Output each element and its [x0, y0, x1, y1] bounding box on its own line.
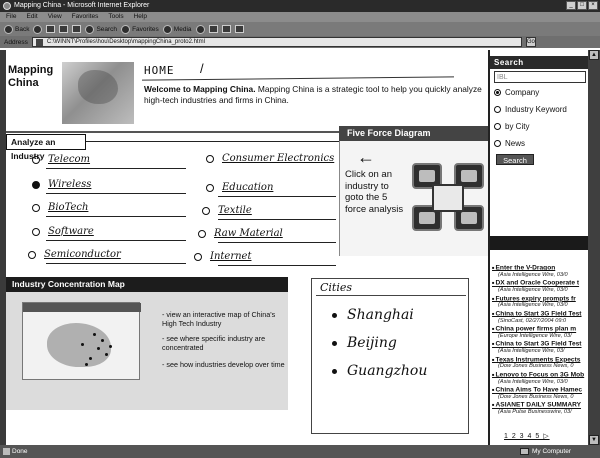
brand-logo[interactable]	[8, 64, 53, 90]
analyze-divider	[86, 141, 356, 142]
menu-bar	[0, 12, 600, 22]
welcome-text	[144, 84, 486, 106]
edit-icon	[235, 25, 244, 33]
radio-icon	[494, 123, 501, 130]
concentration-bullet-3: - see how industries develop over time	[162, 360, 285, 369]
five-force-diagram[interactable]	[410, 161, 486, 235]
bullet-icon	[332, 341, 337, 346]
search-toolbar-button[interactable]	[85, 25, 117, 34]
history-icon	[196, 25, 205, 34]
welcome-heading: Welcome to Mapping China.	[144, 84, 256, 94]
industry-label: Software	[48, 226, 94, 237]
news-item[interactable]	[492, 279, 588, 293]
welcome-body: Mapping China is a strategic tool to help you quickly analyze high-tech industries and firms in China.	[144, 84, 482, 105]
media-label: Media	[173, 25, 192, 33]
cities-divider	[316, 295, 466, 296]
search-option-by-city[interactable]	[494, 122, 529, 131]
concentration-map-heading: Industry Concentration Map	[6, 277, 288, 292]
page-done-icon	[3, 448, 10, 455]
media-icon	[163, 25, 172, 34]
row-underline	[46, 240, 186, 241]
map-dot	[105, 353, 108, 356]
map-dot	[81, 343, 84, 346]
city-label: Shanghai	[347, 307, 414, 323]
five-force-panel	[339, 141, 488, 256]
news-heading-bar	[490, 236, 588, 250]
city-label: Beijing	[347, 335, 397, 351]
row-underline	[218, 242, 336, 243]
option-label: Industry Keyword	[505, 105, 567, 114]
five-force-heading: Five Force Diagram	[339, 126, 488, 141]
option-label: Company	[505, 88, 540, 97]
back-label: Back	[15, 25, 30, 33]
news-title[interactable]: ■ DX and Oracle Cooperate t	[492, 279, 588, 287]
brand-line-1: Mapping	[8, 64, 54, 76]
minimize-button[interactable]: _	[566, 1, 576, 10]
media-button[interactable]	[163, 25, 192, 34]
page-content	[6, 50, 488, 445]
ie-logo-icon	[3, 2, 11, 10]
industry-label: BioTech	[48, 202, 89, 213]
map-dot	[109, 345, 112, 348]
news-title[interactable]: ■ China Aims To Have Hamec	[492, 386, 588, 394]
address-input[interactable]	[32, 37, 522, 47]
news-source: (Asia Pulse Businesswire, 03/	[498, 409, 572, 416]
map-dot	[89, 357, 92, 360]
search-heading: Search	[490, 56, 588, 69]
news-title[interactable]: ■ Enter the V-Dragon	[492, 264, 588, 272]
left-arrow-icon: ←	[357, 147, 375, 167]
news-title[interactable]: ■ China to Start 3G Field Test	[492, 310, 588, 318]
industry-label: Telecom	[48, 154, 91, 165]
window-titlebar	[0, 0, 600, 12]
news-title[interactable]: ■ Lenovo to Focus on 3G Mob	[492, 371, 588, 379]
radio-icon	[32, 204, 40, 212]
search-option-news[interactable]	[494, 139, 525, 148]
home-icon	[72, 25, 81, 33]
news-source: (Asia Intelligence Wire, 03/	[498, 348, 565, 355]
industry-label: Wireless	[48, 179, 92, 190]
radio-icon	[494, 140, 501, 147]
industry-option-telecom[interactable]	[32, 154, 90, 165]
news-item[interactable]	[492, 356, 588, 370]
home-button[interactable]	[72, 25, 81, 33]
city-link-guangzhou[interactable]	[332, 363, 427, 379]
page-icon	[36, 39, 43, 46]
edit-button[interactable]	[235, 25, 244, 33]
right-sidebar	[488, 50, 588, 445]
city-label: Guangzhou	[347, 363, 428, 379]
menu-help[interactable]: Help	[133, 13, 147, 20]
map-dot	[101, 339, 104, 342]
radio-icon	[198, 230, 206, 238]
brand-line-2: China	[8, 77, 39, 89]
concentration-map-thumbnail[interactable]	[22, 302, 140, 380]
news-source: (Asia Intelligence Wire, 03/0	[498, 378, 568, 385]
scroll-up-button[interactable]: ▲	[589, 50, 599, 60]
vertical-scrollbar[interactable]	[588, 50, 600, 445]
refresh-icon	[59, 25, 68, 33]
news-source: (Europe Intelligence Wire, 03/	[498, 332, 572, 339]
news-item[interactable]	[492, 325, 588, 339]
news-title[interactable]: ■ Texas Instruments Expects	[492, 356, 588, 364]
status-bar	[0, 445, 600, 458]
history-button[interactable]	[196, 25, 205, 34]
row-underline	[46, 193, 186, 194]
computer-icon	[520, 448, 529, 455]
menu-edit[interactable]: Edit	[26, 13, 38, 20]
row-underline	[218, 219, 336, 220]
industry-label: Raw Material	[214, 228, 283, 239]
cities-panel	[311, 278, 469, 434]
industry-option-software[interactable]	[32, 226, 94, 237]
news-source: (Dow Jones Business News, 0	[498, 363, 574, 370]
nav-underline	[142, 76, 454, 80]
radio-icon	[32, 228, 40, 236]
industry-label: Semiconductor	[44, 249, 121, 260]
favorites-label: Favorites	[132, 25, 159, 33]
menu-favorites[interactable]: Favorites	[71, 13, 99, 20]
security-zone	[520, 445, 571, 458]
industry-option-textile[interactable]	[202, 205, 252, 216]
news-pagination[interactable]: 1 2 3 4 5 ▷	[504, 433, 550, 440]
news-item[interactable]	[492, 340, 588, 354]
row-underline	[218, 265, 336, 266]
radio-selected-icon	[32, 181, 40, 189]
bullet-icon	[332, 369, 337, 374]
radio-icon	[194, 253, 202, 261]
refresh-button[interactable]	[59, 25, 68, 33]
industry-label: Internet	[210, 251, 252, 262]
stop-button[interactable]	[46, 25, 55, 33]
concentration-map-panel	[6, 292, 288, 410]
address-bar	[0, 36, 600, 48]
news-title[interactable]: ■ China power firms plan m	[492, 325, 588, 333]
radio-icon	[28, 251, 36, 259]
map-dot	[97, 347, 100, 350]
home-tab[interactable]: HOME	[144, 64, 175, 77]
browser-toolbar	[0, 22, 600, 36]
print-button[interactable]	[222, 25, 231, 33]
address-label: Address	[4, 38, 28, 46]
radio-icon	[494, 106, 501, 113]
search-input[interactable]	[494, 71, 586, 83]
favorites-button[interactable]	[121, 25, 159, 34]
news-item[interactable]	[492, 401, 588, 415]
menu-file[interactable]: File	[6, 13, 17, 20]
forward-button[interactable]	[33, 25, 42, 34]
option-label: by City	[505, 122, 530, 131]
close-button[interactable]: ×	[588, 1, 598, 10]
search-option-industry-keyword[interactable]	[494, 105, 567, 114]
industry-label: Education	[222, 182, 274, 193]
search-icon	[85, 25, 94, 34]
news-item[interactable]	[492, 295, 588, 309]
industry-option-consumer-electronics[interactable]	[206, 153, 334, 164]
search-toolbar-label: Search	[96, 25, 118, 33]
status-text: Done	[12, 448, 28, 455]
news-list	[492, 264, 588, 417]
home-divider: /	[200, 61, 204, 76]
news-title[interactable]: ■ ASIANET DAILY SUMMARY	[492, 401, 588, 409]
news-source: (Asia Intelligence Wire, 03/0	[498, 287, 568, 294]
radio-icon	[32, 156, 40, 164]
back-arrow-icon	[4, 25, 13, 34]
bullet-icon	[332, 313, 337, 318]
city-link-beijing[interactable]	[332, 335, 397, 351]
industry-option-raw-material[interactable]	[198, 228, 283, 239]
address-url: C:\WINNT\Profiles\hou\Desktop\mappingChina_proto2.html	[46, 39, 205, 45]
search-button[interactable]: Search	[496, 154, 534, 165]
radio-icon	[202, 207, 210, 215]
news-item[interactable]	[492, 310, 588, 324]
zone-label: My Computer	[532, 448, 572, 455]
stop-icon	[46, 25, 55, 33]
forward-arrow-icon	[33, 25, 42, 34]
cities-title: Cities	[320, 281, 353, 294]
news-item[interactable]	[492, 371, 588, 385]
analyze-industry-heading: Analyze an Industry	[6, 134, 86, 150]
go-button[interactable]: Go	[526, 39, 535, 45]
industry-label: Textile	[218, 205, 252, 216]
rivalry-box-icon	[432, 184, 464, 212]
news-item[interactable]	[492, 386, 588, 400]
industry-option-biotech[interactable]	[32, 202, 88, 213]
row-underline	[46, 263, 186, 264]
industry-option-internet[interactable]	[194, 251, 251, 262]
back-button[interactable]	[4, 25, 29, 34]
scroll-down-button[interactable]: ▼	[589, 435, 599, 445]
news-title[interactable]: ■ Futures expiry prompts fr	[492, 295, 588, 303]
industry-option-wireless[interactable]	[32, 179, 91, 190]
news-source: (Asia Intelligence Wire, 03/0	[498, 271, 568, 278]
radio-selected-icon	[494, 89, 501, 96]
menu-view[interactable]: View	[47, 13, 62, 20]
search-option-company[interactable]	[494, 88, 539, 97]
news-source: (SinoCast, 02/27/2004 09:0	[498, 317, 567, 324]
maximize-button[interactable]: □	[577, 1, 587, 10]
industry-label: Consumer Electronics	[222, 153, 335, 164]
concentration-bullet-2: - see where specific industry are concentrated	[162, 334, 266, 352]
menu-tools[interactable]: Tools	[108, 13, 124, 20]
row-underline	[46, 168, 186, 169]
row-underline	[218, 196, 336, 197]
window-controls	[566, 1, 598, 10]
news-item[interactable]	[492, 264, 588, 278]
map-dot	[85, 363, 88, 366]
city-link-shanghai[interactable]	[332, 307, 414, 323]
window-title: Mapping China - Microsoft Internet Explorer	[14, 2, 150, 9]
star-icon	[121, 25, 130, 34]
radio-icon	[206, 184, 214, 192]
row-underline	[46, 216, 186, 217]
option-label: News	[505, 139, 526, 148]
mail-button[interactable]	[209, 25, 218, 33]
print-icon	[222, 25, 231, 33]
industry-option-education[interactable]	[206, 182, 273, 193]
radio-icon	[206, 155, 214, 163]
map-dot	[93, 333, 96, 336]
industry-option-semiconductor[interactable]	[28, 249, 121, 260]
five-force-instructions: Click on an industry to goto the 5 force analysis	[345, 169, 404, 215]
china-map-image	[62, 62, 134, 124]
news-source: (Asia Intelligence Wire, 03/0	[498, 302, 568, 309]
mail-icon	[209, 25, 218, 33]
news-title[interactable]: ■ China to Start 3G Field Test	[492, 340, 588, 348]
news-source: (Dow Jones Business News, 0	[498, 393, 574, 400]
concentration-bullet-1: - view an interactive map of China's High Tech Industry	[162, 310, 276, 328]
